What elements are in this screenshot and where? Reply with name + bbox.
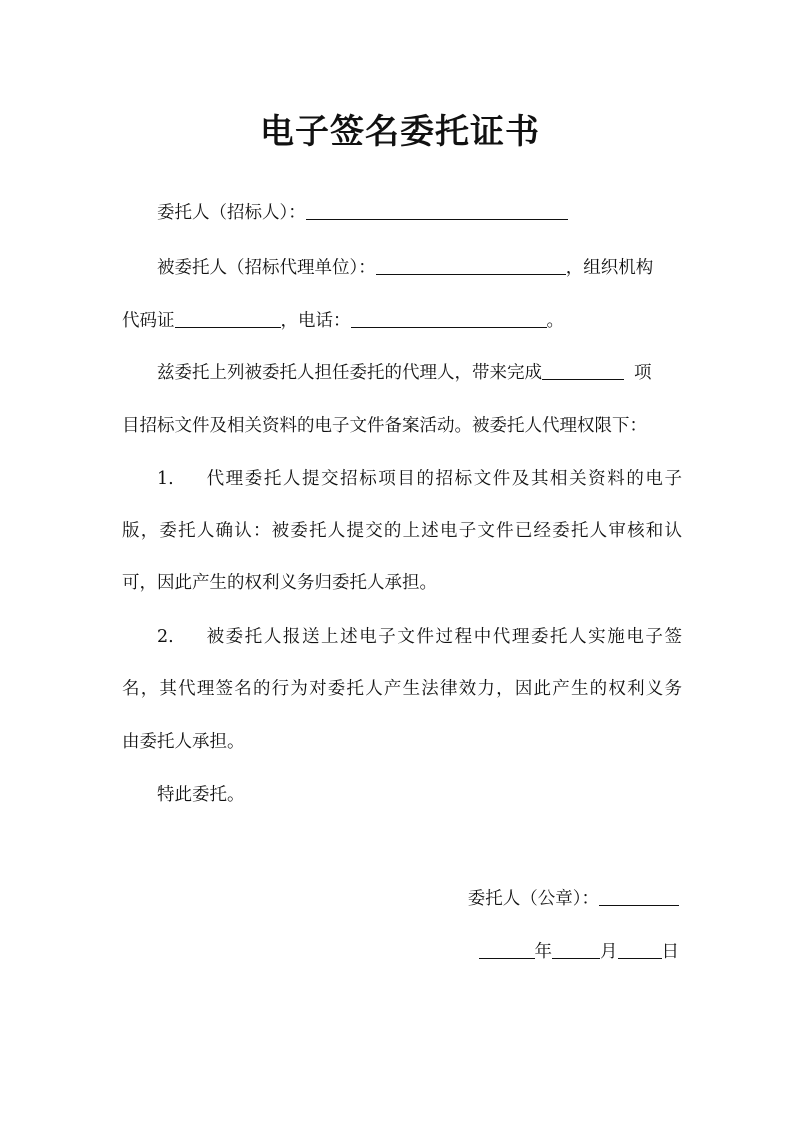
agent-label: 被委托人（招标代理单位）：	[157, 258, 376, 278]
day-blank[interactable]	[618, 938, 662, 959]
date-line	[122, 937, 679, 967]
item1-line-2: 版，委托人确认：被委托人提交的上述电子文件已经委托人审核和认	[122, 521, 682, 541]
day-label: 日	[661, 942, 679, 962]
item2-text-1: 被委托人报送上述电子文件过程中代理委托人实施电子签	[205, 627, 682, 647]
principal-blank[interactable]	[306, 199, 568, 220]
org-code-line	[122, 306, 682, 336]
org-code-label: 代码证	[122, 311, 175, 331]
phone-label: ，电话：	[280, 311, 351, 331]
item2-line-3: 由委托人承担。	[122, 732, 245, 752]
seal-label: 委托人（公章）：	[467, 889, 599, 909]
intro-line-1	[157, 358, 682, 388]
intro-part1: 兹委托上列被委托人担任委托的代理人，带来完成	[157, 363, 542, 383]
intro-part2: 项	[634, 363, 652, 383]
month-blank[interactable]	[552, 938, 600, 959]
phone-blank[interactable]	[351, 307, 547, 328]
year-blank[interactable]	[479, 938, 535, 959]
month-label: 月	[600, 942, 618, 962]
agent-blank[interactable]	[376, 254, 566, 275]
year-label: 年	[534, 942, 552, 962]
principal-label: 委托人（招标人）：	[157, 203, 306, 223]
item2-line-1	[157, 622, 682, 652]
agent-suffix: ，组织机构	[565, 258, 654, 278]
item1-line-1	[157, 464, 682, 494]
item1-line-3: 可，因此产生的权利义务归委托人承担。	[122, 573, 437, 593]
phone-end: 。	[546, 311, 564, 331]
closing-text: 特此委托。	[157, 785, 245, 805]
project-blank[interactable]	[542, 359, 624, 380]
item1-text-1: 代理委托人提交招标项目的招标文件及其相关资料的电子	[205, 469, 682, 489]
org-code-blank[interactable]	[175, 307, 281, 328]
seal-line	[122, 884, 679, 914]
item2-number: 2.	[157, 627, 174, 647]
item1-number: 1.	[157, 469, 174, 489]
document-title: 电子签名委托证书	[260, 112, 540, 152]
item2-line-2: 名，其代理签名的行为对委托人产生法律效力，因此产生的权利义务	[122, 679, 682, 699]
intro-line-2: 目招标文件及相关资料的电子文件备案活动。被委托人代理权限下：	[122, 416, 647, 436]
seal-blank[interactable]	[599, 885, 679, 906]
principal-line	[157, 198, 682, 228]
agent-line	[157, 253, 682, 283]
